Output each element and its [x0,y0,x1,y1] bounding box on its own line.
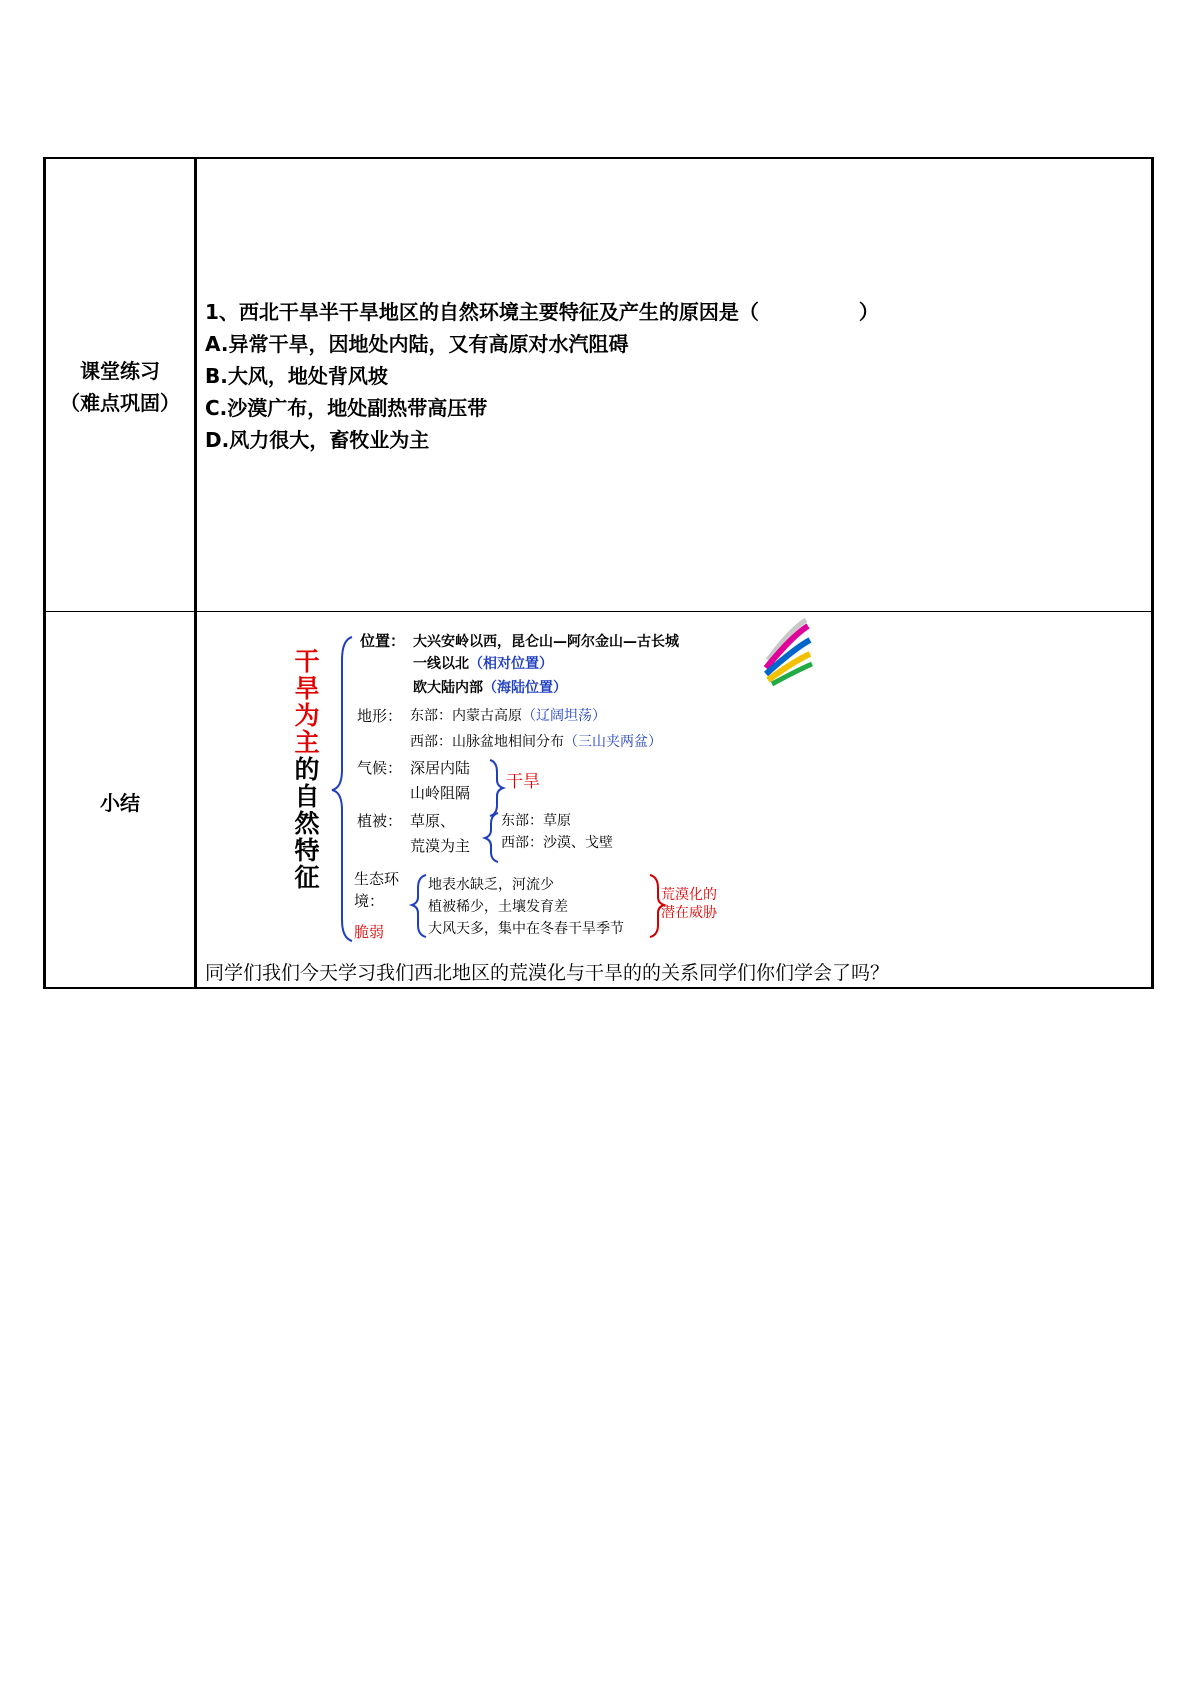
title-red-2: 旱 [294,674,320,703]
title-red-4: 主 [294,728,320,757]
title-black-2: 自 [294,782,320,811]
summary-closing-text: 同学们我们今天学习我们西北地区的荒漠化与干旱的的关系同学们你们学会了吗？ [205,962,890,984]
ecology-item-3: 大风天多，集中在冬春干旱季节 [428,921,624,937]
ecology-threat-2: 潜在威胁 [661,905,717,921]
vegetation-line1: 草原、 [410,812,456,830]
ecology-item-2: 植被稀少，土壤发育差 [428,899,568,915]
title-black-5: 征 [294,863,320,892]
lesson-table [43,157,1154,989]
option-a: A.异常干旱，因地处内陆，又有高原对水汽阻碍 [205,332,629,356]
ecology-label-1: 生态环 [354,870,400,888]
climate-line1: 深居内陆 [410,759,471,777]
exercise-row-label [46,355,194,419]
vegetation-east: 东部：草原 [501,813,571,829]
location-line2: 一线以北（相对位置） [413,656,553,672]
summary-row-label: 小结 [100,791,140,815]
option-b: B.大风，地处背风坡 [205,364,388,388]
location-line3: 欧大陆内部（海陆位置） [413,680,567,696]
climate-result: 干旱 [506,772,540,792]
terrain-west: 西部：山脉盆地相间分布（三山夹两盆） [410,734,662,750]
vegetation-label: 植被： [357,812,403,830]
title-black-1: 的 [294,755,320,784]
ecology-threat-1: 荒漠化的 [661,887,717,903]
location-line1: 大兴安岭以西，昆仑山—阿尔金山—古长城 [413,634,679,650]
title-black-3: 然 [294,809,320,838]
title-red-3: 为 [294,701,320,730]
terrain-label: 地形： [357,707,403,725]
question-stem: 1、西北干旱半干旱地区的自然环境主要特征及产生的原因是（ ） [205,300,879,324]
terrain-east: 东部：内蒙古高原（辽阔坦荡） [410,708,606,724]
row-divider [46,611,1151,612]
ecology-label-2: 境： [354,892,385,910]
climate-label: 气候： [357,759,403,777]
option-d: D.风力很大，畜牧业为主 [205,428,430,452]
title-red-1: 干 [294,647,320,676]
exercise-label-main: 课堂练习 [80,359,160,383]
vegetation-line2: 荒漠为主 [410,837,471,855]
column-divider [194,159,197,987]
exercise-label-sub: （难点巩固） [60,391,180,415]
ecology-fragile: 脆弱 [354,923,385,941]
climate-line2: 山岭阻隔 [410,784,471,802]
title-black-4: 特 [294,836,320,865]
ecology-item-1: 地表水缺乏，河流少 [428,877,554,893]
location-label: 位置： [360,632,406,650]
vegetation-west: 西部：沙漠、戈壁 [501,835,613,851]
option-c: C.沙漠广布，地处副热带高压带 [205,396,488,420]
